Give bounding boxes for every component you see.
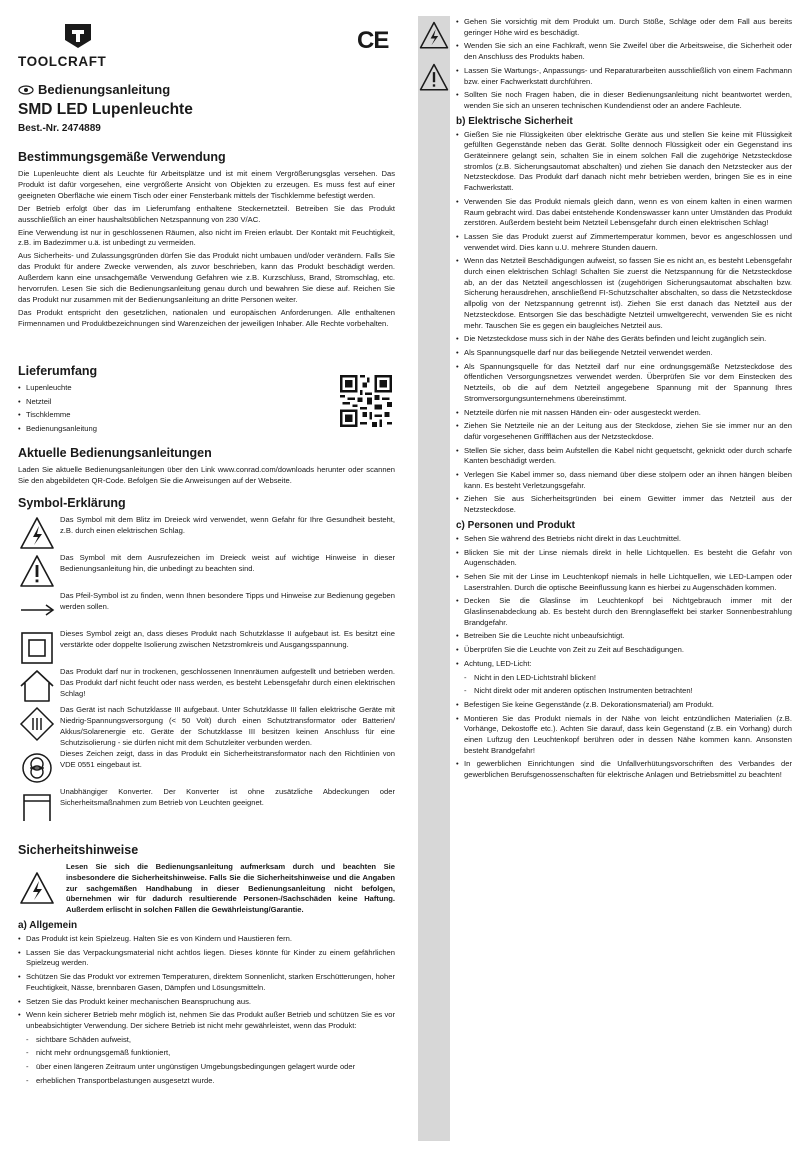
symbol-description: Das Symbol mit dem Ausrufezeichen im Dreieck weist auf wichtige Hinweise in dieser Bedienungsanleitung hin, die unbedingt zu beachten sind. [60, 553, 395, 573]
persons-safety-list-continued [456, 700, 792, 781]
product-title: SMD LED Lupenleuchte [18, 101, 193, 118]
list-item: • Sehen Sie mit der Linse im Leuchtenkopf niemals in helle Lichtquellen, wie LED-Lampen oder Laserstrahlen. Durch die optische Beeinflussung kann es hierbei zu Augenschäden kommen. [456, 572, 792, 593]
list-item: • Schützen Sie das Produkt vor extremen Temperaturen, direktem Sonnenlicht, starken Erschütterungen, hoher Feuchtigkeit, Nässe, brennbaren Gasen, Dämpfen und Lösungsmitteln. [18, 972, 395, 993]
section-symbol-explanation [18, 496, 395, 825]
lightning-warning-icon [418, 20, 450, 52]
list-item: • Setzen Sie das Produkt keiner mechanischen Beanspruchung aus. [18, 997, 395, 1008]
list-item: - erheblichen Transportbelastungen ausgesetzt wurde. [26, 1076, 395, 1087]
qr-code-icon[interactable] [340, 375, 392, 427]
symbol-row [18, 515, 395, 553]
paragraph: Der Betrieb erfolgt über das im Lieferumfang enthaltene Steckernetzteil. Betreiben Sie das Produkt ausschließlich an einer haushaltsüblichen Netzspannung von 230 V/AC. [18, 203, 395, 224]
list-item: • In gewerblichen Einrichtungen sind die Unfallverhütungsvorschriften des Verbandes der gewerblichen Berufsgenossenschaften für elektrische Anlagen und Betriebsmittel zu beachten! [456, 759, 792, 780]
indoor-house-icon [18, 667, 56, 705]
list-item: • Die Netzsteckdose muss sich in der Nähe des Geräts befinden und leicht zugänglich sein. [456, 334, 792, 345]
warning-sidebar [418, 16, 450, 1141]
list-item: • Als Spannungsquelle darf nur das beiliegende Netzteil verwendet werden. [456, 348, 792, 359]
symbol-row [18, 787, 395, 825]
list-item: • Als Spannungsquelle für das Netzteil darf nur eine ordnungsgemäße Netzsteckdose des öffentlichen Versorgungsnetzes verwendet werden. Überprüfen Sie vor dem Einstecken des Netzteils, ob die auf dem Netzteil angegebene Spannung mit der Spannung Ihres Stromversorgungsunternehmens übereinstimmt. [456, 362, 792, 405]
list-item: • Wenden Sie sich an eine Fachkraft, wenn Sie Zweifel über die Arbeitsweise, die Sicherheit oder den Anschluss des Produkts haben. [456, 41, 792, 62]
list-item: • Stellen Sie sicher, dass beim Aufstellen die Kabel nicht gequetscht, geknickt oder durch scharfe Kanten beschädigt werden. [456, 446, 792, 467]
symbol-row [18, 667, 395, 705]
lightning-warning-icon [18, 515, 56, 553]
brand-logo [18, 20, 138, 68]
right-column [456, 17, 792, 784]
section-heading: Bestimmungsgemäße Verwendung [18, 150, 226, 164]
list-item: - Nicht in den LED-Lichtstrahl blicken! [464, 673, 792, 684]
manual-label-text: Bedienungsanleitung [38, 82, 171, 97]
electrical-safety-list [456, 130, 792, 516]
general-safety-list-continued [456, 17, 792, 112]
list-item: • Befestigen Sie keine Gegenstände (z.B. Dekorationsmaterial) am Produkt. [456, 700, 792, 711]
list-item: - nicht mehr ordnungsgemäß funktioniert, [26, 1048, 395, 1059]
symbol-row [18, 705, 395, 749]
general-safety-sublist [18, 1035, 395, 1087]
class-iii-icon [18, 705, 56, 743]
arrow-icon [18, 591, 56, 629]
symbol-description: Das Produkt darf nur in trockenen, geschlossenen Innenräumen aufgestellt und betrieben werden. Das Produkt darf nicht feucht oder nass werden, es besteht Lebensgefahr durch einen elektrischen Schlag! [60, 667, 395, 698]
list-item: • Das Produkt ist kein Spielzeug. Halten Sie es von Kindern und Haustieren fern. [18, 934, 395, 945]
section-heading: Lieferumfang [18, 364, 98, 378]
general-safety-list [18, 934, 395, 1032]
brand-name: TOOLCRAFT [18, 54, 107, 69]
list-item: - über einen längeren Zeitraum unter ungünstigen Umgebungsbedingungen gelagert wurde oder [26, 1062, 395, 1073]
list-item: • Gehen Sie vorsichtig mit dem Produkt um. Durch Stöße, Schläge oder dem Fall aus bereits geringer Höhe wird es beschädigt. [456, 17, 792, 38]
section-heading: Aktuelle Bedienungsanleitungen [18, 446, 212, 460]
document-header [18, 82, 395, 134]
symbol-description: Das Gerät ist nach Schutzklasse III aufgebaut. Unter Schutzklasse III fallen elektrische Geräte mit Niedrig-Spannungsversorgung (< 50 Volt) durch einen Schutztransformator oder Batterien/ Akkus/Solarenergie etc. Geräte der Schutzklasse III besitzen keinen Anschluss für eine Schutzisolierung - sie dürfen nicht mit dem Schutzleiter verbunden werden. [60, 705, 395, 747]
subsection-heading: c) Personen und Produkt [456, 519, 575, 531]
safety-transformer-icon [18, 749, 56, 787]
section-intended-use [18, 150, 395, 332]
symbol-row [18, 629, 395, 667]
subsection-heading: a) Allgemein [18, 919, 78, 931]
list-item: • Verlegen Sie Kabel immer so, dass niemand über diese stolpern oder an ihnen hängen bleiben kann. Es besteht Verletzungsgefahr. [456, 470, 792, 491]
list-item: • Netzteile dürfen nie mit nassen Händen ein- oder ausgesteckt werden. [456, 408, 792, 419]
section-scope-of-delivery [18, 364, 338, 438]
list-item: • Montieren Sie das Produkt niemals in der Nähe von leicht entzündlichen Materialien (z.B. Vorhänge, Dekostoffe etc.). Achten Sie darauf, dass kein Gegenstand (z.B. ein Vorhang) durch einen Luftzug den Leuchtenkopf berühren oder in dessen Nähe kommen kann. Ansonsten besteht Brandgefahr! [456, 714, 792, 757]
eye-icon [18, 85, 34, 95]
paragraph: Laden Sie aktuelle Bedienungsanleitungen über den Link www.conrad.com/downloads herunter oder scannen Sie den abgebildeten QR-Code. Befolgen Sie die Anweisungen auf der Webseite. [18, 465, 395, 485]
list-item: • Überprüfen Sie die Leuchte von Zeit zu Zeit auf Beschädigungen. [456, 645, 792, 656]
list-item: • Sehen Sie während des Betriebs nicht direkt in das Leuchtmittel. [456, 534, 792, 545]
paragraph: Eine Verwendung ist nur in geschlossenen Räumen, also nicht im Freien erlaubt. Der Kontakt mit Feuchtigkeit, z.B. im Badezimmer u.ä. ist unbedingt zu vermeiden. [18, 227, 395, 248]
safety-intro [18, 862, 395, 916]
toolcraft-logo-icon [61, 20, 95, 50]
list-item: • Wenn kein sicherer Betrieb mehr möglich ist, nehmen Sie das Produkt außer Betrieb und schützen Sie es vor unbeabsichtigter Verwendung. Der sichere Betrieb ist nicht mehr gewährleistet, wenn das Produkt: [18, 1010, 395, 1031]
list-item: • Netzteil [18, 397, 338, 408]
list-item: • Blicken Sie mit der Linse niemals direkt in helle Lichtquellen. Es besteht die Gefahr von Augenschäden. [456, 548, 792, 569]
symbol-description: Dieses Symbol zeigt an, dass dieses Produkt nach Schutzklasse II aufgebaut ist. Es besitzt eine verstärkte oder doppelte Isolierung zwischen Netzstromkreis und Ausgangsspannung. [60, 629, 395, 649]
symbol-row [18, 553, 395, 591]
symbol-description: Das Pfeil-Symbol ist zu finden, wenn Ihnen besondere Tipps und Hinweise zur Bedienung gegeben werden sollen. [60, 591, 395, 611]
safety-intro-text: Lesen Sie sich die Bedienungsanleitung aufmerksam durch und beachten Sie insbesondere die Sicherheitshinweise. Falls Sie die Sicherheitshinweise und die Angaben zur sachgemäßen Handhabung in dieser Bedienungsanleitung nicht befolgen, übernehmen wir für dadurch resultierende Personen-/Sachschäden keine Haftung. Außerdem erlischt in solchen Fällen die Gewährleistung/Garantie. [66, 862, 395, 915]
symbol-description: Dieses Zeichen zeigt, dass in das Produkt ein Sicherheitstransformator nach den Richtlinien von VDE 0551 eingebaut ist. [60, 748, 395, 769]
list-item: • Ziehen Sie aus Sicherheitsgründen bei einem Gewitter immer das Netzteil aus der Netzsteckdose. [456, 494, 792, 515]
exclamation-warning-icon [418, 62, 450, 94]
list-item: • Ziehen Sie Netzteile nie an der Leitung aus der Steckdose, ziehen Sie sie immer nur an den dafür vorgesehenen Griffflächen aus der Netzsteckdose. [456, 421, 792, 442]
order-number: Best.-Nr. 2474889 [18, 123, 101, 134]
symbol-row [18, 749, 395, 787]
led-warning-sublist [456, 673, 792, 697]
exclamation-warning-icon [18, 553, 56, 591]
list-item: • Wenn das Netzteil Beschädigungen aufweist, so fassen Sie es nicht an, es besteht Lebensgefahr durch einen elektrischen Schlag! Schalten Sie zuerst die Netzspannung für die Netzsteckdose ab, an der das Netzteil angeschlossen ist (zugehörigen Sicherungsautomat abschalten bzw. Sicherung herausdrehen, anschließend FI-Schutzschalter abschalten, so dass die Netzsteckdose allpolig von der Netzspannung getrennt ist). Ziehen Sie erst danach das Netzteil aus der Netzsteckdose. Entsorgen Sie das beschädigte Netzteil umweltgerecht, verwenden Sie es nicht mehr. Tauschen Sie es gegen ein baugleiches Netzteil aus. [456, 256, 792, 331]
manual-label [18, 82, 395, 97]
paragraph: Die Lupenleuchte dient als Leuchte für Arbeitsplätze und ist mit einem Vergrößerungsglas versehen. Das Produkt ist dafür vorgesehen, eine vergrößerte Ansicht von Objekten zu erzeugen. Es muss fest auf einer geeigneten Oberfläche wie einem Tisch oder einer Fensterbank mittels der Tischklemme befestigt werden. [18, 169, 395, 200]
sidebar-warning [418, 62, 450, 94]
list-item: • Lupenleuchte [18, 383, 338, 394]
section-heading: Symbol-Erklärung [18, 496, 126, 510]
list-item: • Decken Sie die Glaslinse im Leuchtenkopf bei Nichtgebrauch immer mit der Glaslinsenabdeckung ab. Es besteht durch den Brennglaseffekt bei starker Sonnenbestrahlung Brandgefahr. [456, 596, 792, 628]
section-current-manuals [18, 446, 395, 489]
list-item: • Lassen Sie Wartungs-, Anpassungs- und Reparaturarbeiten ausschließlich von einem Fachmann bzw. einer Fachwerkstatt durchführen. [456, 66, 792, 87]
symbol-description: Unabhängiger Konverter. Der Konverter ist ohne zusätzliche Abdeckungen oder Sicherheitsmaßnahmen zum Betrieb von Leuchten geeignet. [60, 786, 395, 807]
section-safety [18, 843, 395, 1089]
persons-safety-list [456, 534, 792, 670]
independent-converter-icon [18, 787, 56, 825]
symbol-row [18, 591, 395, 629]
ce-mark: CE [357, 27, 389, 54]
list-item: - Nicht direkt oder mit anderen optischen Instrumenten betrachten! [464, 686, 792, 697]
list-item: • Tischklemme [18, 410, 338, 421]
sidebar-warning [418, 20, 450, 52]
list-item: - sichtbare Schäden aufweist, [26, 1035, 395, 1046]
list-item: • Lassen Sie das Verpackungsmaterial nicht achtlos liegen. Dieses könnte für Kinder zu einem gefährlichen Spielzeug werden. [18, 948, 395, 969]
list-item: • Achtung, LED-Licht: [456, 659, 792, 670]
list-item: • Verwenden Sie das Produkt niemals gleich dann, wenn es von einem kalten in einen warmen Raum gebracht wird. Das dabei entstehende Kondenswasser kann unter Umständen das Produkt zerstören. Außerdem besteht beim Netzteil Lebensgefahr durch einen elektrischen Schlag! [456, 197, 792, 229]
symbol-description: Das Symbol mit dem Blitz im Dreieck wird verwendet, wenn Gefahr für Ihre Gesundheit besteht, z.B. durch einen elektrischen Schlag. [60, 515, 395, 535]
paragraph: Das Produkt entspricht den gesetzlichen, nationalen und europäischen Anforderungen. Alle enthaltenen Firmennamen und Produktbezeichnungen sind Warenzeichen der jeweiligen Inhaber. Alle Rechte vorbehalten. [18, 307, 395, 328]
section-heading: Sicherheitshinweise [18, 843, 139, 857]
scope-list [18, 383, 338, 435]
paragraph: Aus Sicherheits- und Zulassungsgründen dürfen Sie das Produkt nicht umbauen und/oder verändern. Falls Sie das Produkt für andere Zwecke verwenden, als zuvor beschrieben, kann das Produkt beschädigt werden. Außerdem kann eine unsachgemäße Verwendung Gefahren wie z.B. Kurzschluss, Brand, Stromschlag, etc. hervorrufen. Lesen Sie sich die Bedienungsanleitung genau durch und bewahren Sie diese auf. Reichen Sie das Produkt nur zusammen mit der Bedienungsanleitung an dritte Personen weiter. [18, 251, 395, 304]
list-item: • Bedienungsanleitung [18, 424, 338, 435]
list-item: • Lassen Sie das Produkt zuerst auf Zimmertemperatur kommen, bevor es angeschlossen und verwendet wird. Dies kann u.U. mehrere Stunden dauern. [456, 232, 792, 253]
list-item: • Betreiben Sie die Leuchte nicht unbeaufsichtigt. [456, 631, 792, 642]
list-item: • Gießen Sie nie Flüssigkeiten über elektrische Geräte aus und stellen Sie keine mit Flüssigkeit gefüllten Gegenstände neben das Gerät. Sollte dennoch Flüssigkeit oder ein Gegenstand ins Geräteinnere gelangt sein, schalten Sie in einem solchen Fall die zugehörige Netzsteckdose stromlos (z.B. Sicherungsautomat abschalten) und ziehen Sie danach den Netzstecker aus der Netzsteckdose. Das Produkt darf danach nicht mehr betrieben werden, bringen Sie es in eine Fachwerkstatt. [456, 130, 792, 194]
list-item: • Sollten Sie noch Fragen haben, die in dieser Bedienungsanleitung nicht beantwortet werden, wenden Sie sich an unseren technischen Kundendienst oder an andere Fachleute. [456, 90, 792, 111]
subsection-heading: b) Elektrische Sicherheit [456, 115, 573, 127]
class-ii-icon [18, 629, 56, 667]
lightning-warning-icon [18, 870, 56, 908]
